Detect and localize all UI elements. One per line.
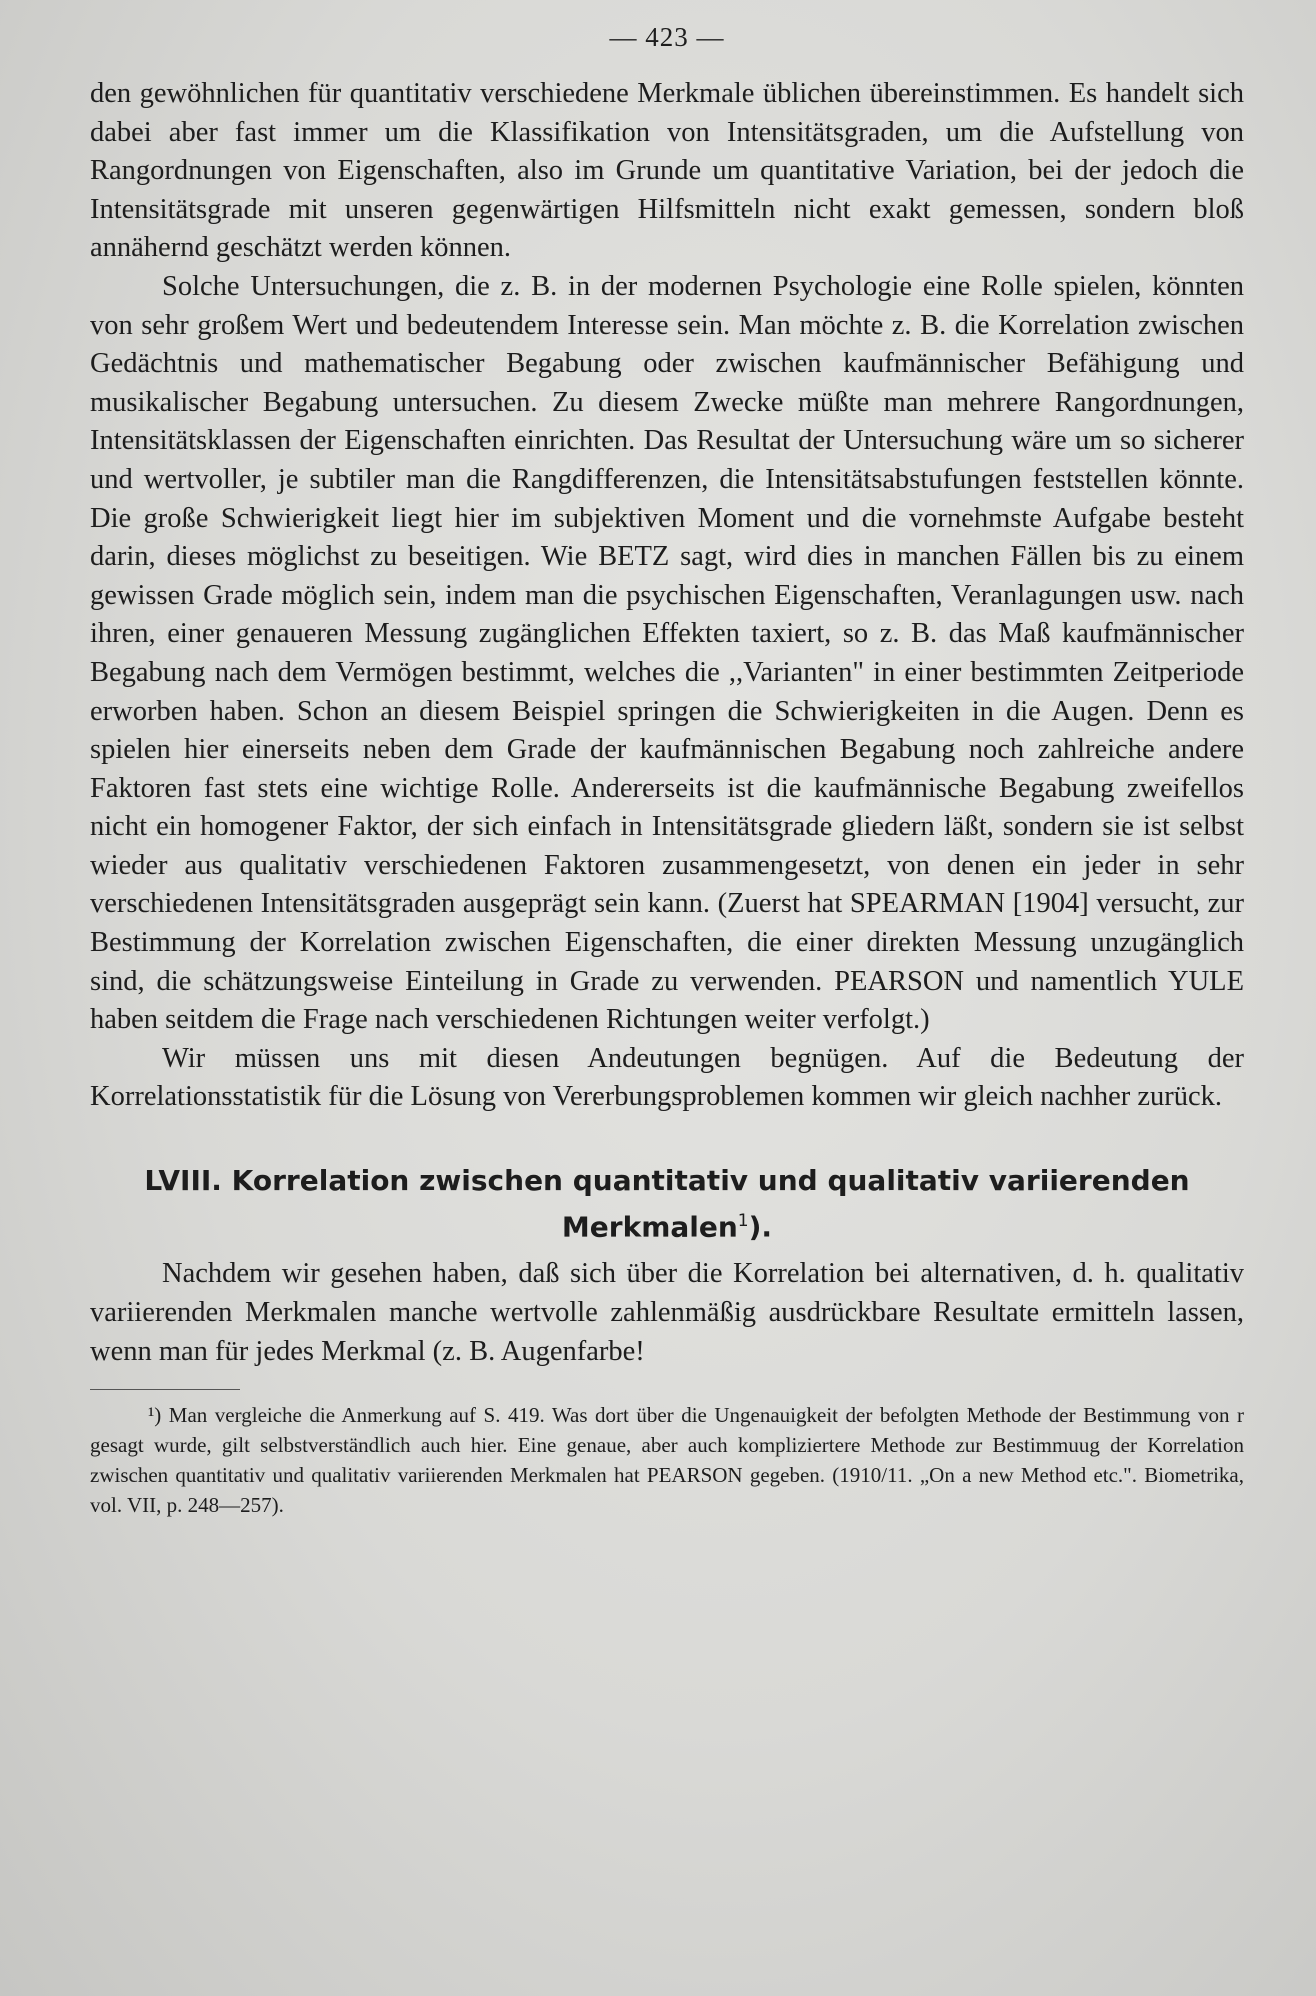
section-heading-text: LVIII. Korrelation zwischen quantitativ und qualitativ variierenden Merkmalen [144,1164,1190,1244]
section-heading-suffix: ). [748,1210,773,1244]
footnote-marker: 1 [737,1211,749,1232]
section-heading [90,1161,1244,1247]
body-text [90,75,1244,1117]
paragraph-investigations: Solche Untersuchungen, die z. B. in der modernen Psychologie eine Rolle spielen, könnten von sehr großem Wert und bedeutendem Interesse sein. Man möchte z. B. die Korrelation zwischen Gedächtnis und mathematischer Begabung oder zwischen kaufmännischer Befähigung und musikalischer Begabung untersuchen. Zu diesem Zwecke müßte man mehrere Rangordnungen, Intensitätsklassen der Eigenschaften einrichten. Das Resultat der Untersuchung wäre um so sicherer und wertvoller, je subtiler man die Rangdifferenzen, die Intensitätsabstufungen feststellen könnte. Die große Schwierigkeit liegt hier im subjektiven Moment und die vornehmste Aufgabe besteht darin, dieses möglichst zu beseitigen. Wie BETZ sagt, wird dies in manchen Fällen bis zu einem gewissen Grade möglich sein, indem man die psychischen Eigenschaften, Veranlagungen usw. nach ihren, einer genaueren Messung zugänglichen Effekten taxiert, so z. B. das Maß kaufmännischer Begabung nach dem Vermögen bestimmt, welches die ,,Varianten" in einer bestimmten Zeitperiode erworben haben. Schon an diesem Beispiel springen die Schwierigkeiten in die Augen. Denn es spielen hier einerseits neben dem Grade der kaufmännischen Begabung noch zahlreiche andere Faktoren fast stets eine wichtige Rolle. Andererseits ist die kaufmännische Begabung zweifellos nicht ein homogener Faktor, der sich einfach in Intensitätsgrade gliedern läßt, sondern sie ist selbst wieder aus qualitativ verschiedenen Faktoren zusammengesetzt, von denen ein jeder in sehr verschiedenen Intensitätsgraden ausgeprägt sein kann. (Zuerst hat SPEARMAN [1904] versucht, zur Bestimmung der Korrelation zwischen Eigenschaften, die einer direkten Messung unzugänglich sind, die schätzungsweise Einteilung in Grade zu verwenden. PEARSON und namentlich YULE haben seitdem die Frage nach verschiedenen Richtungen weiter verfolgt.) [90,270,1244,1036]
footnote-text: ¹) Man vergleiche die Anmerkung auf S. 419. Was dort über die Ungenauigkeit der befolgten Methode der Bestimmung von r gesagt wurde, gilt selbstverständlich auch hier. Eine genaue, aber auch kompliziertere Methode zur Bestimmuug der Korrelation zwischen quantitativ und qualitativ variierenden Merkmalen hat PEARSON gegeben. (1910/11. „On a new Method etc.". Biometrika, vol. VII, p. 248—257). [90,1403,1244,1518]
footnote [90,1400,1244,1520]
page-number: — 423 — [609,22,725,52]
footnote-divider [90,1389,240,1390]
section-body [90,1255,1244,1371]
section-paragraph: Nachdem wir gesehen haben, daß sich über die Korrelation bei alternativen, d. h. qualitativ variierenden Merkmalen manche wertvolle zahlenmäßig ausdrückbare Resultate ermitteln lassen, wenn man für jedes Merkmal (z. B. Augenfarbe! [90,1258,1244,1367]
paragraph-continuation: den gewöhnlichen für quantitativ verschiedene Merkmale üblichen übereinstimmen. Es handelt sich dabei aber fast immer um die Klassifikation von Intensitätsgraden, um die Aufstellung von Rangordnungen von Eigenschaften, also im Grunde um quantitative Variation, bei der jedoch die Intensitätsgrade mit unseren gegenwärtigen Hilfsmitteln nicht exakt gemessen, sondern bloß annähernd geschätzt werden können. [90,78,1244,264]
paragraph-closing: Wir müssen uns mit diesen Andeutungen begnügen. Auf die Bedeutung der Korrelationsstatistik für die Lösung von Vererbungsproblemen kommen wir gleich nachher zurück. [90,1042,1244,1113]
